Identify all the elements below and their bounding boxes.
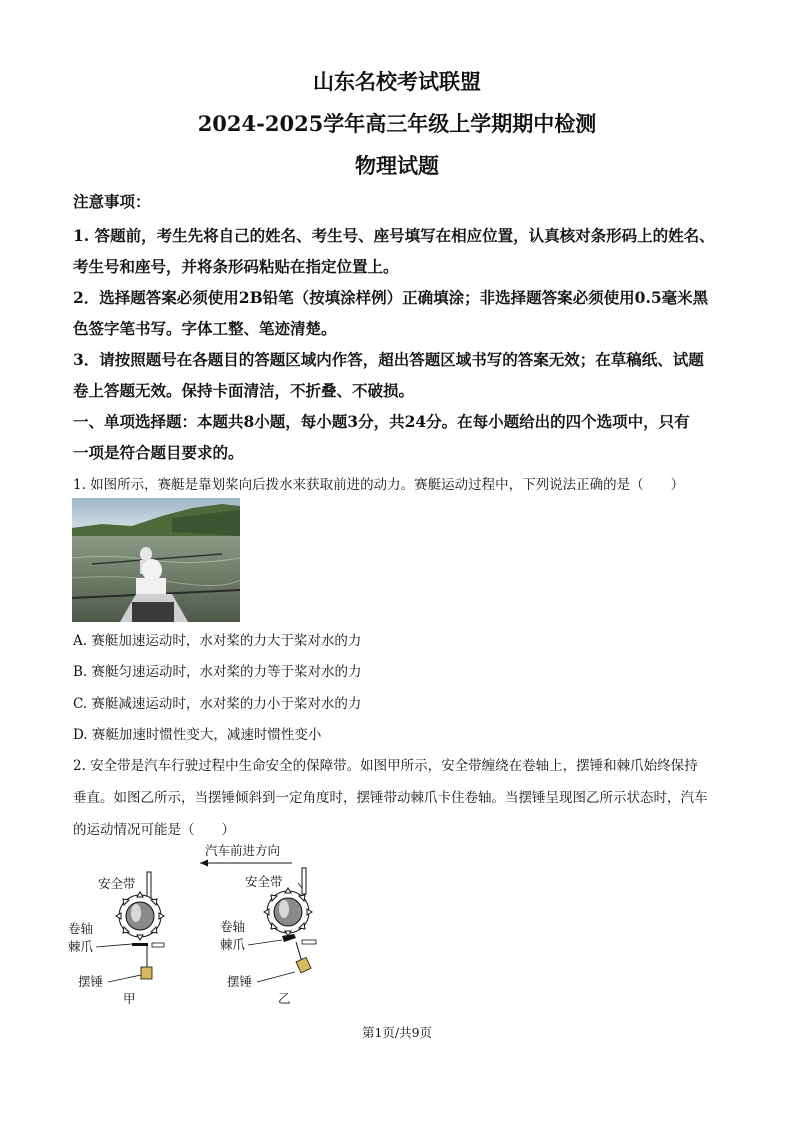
question-2-stem-line-1: 2. 安全带是汽车行驶过程中生命安全的保障带。如图甲所示，安全带缠绕在卷轴上，摆锤和棘爪始终保持	[73, 758, 698, 774]
figure-jia	[68, 872, 164, 1006]
question-1-option-d: D. 赛艇加速时惯性变大，减速时惯性变小	[73, 727, 322, 743]
exam-union-title: 山东名校考试联盟	[313, 69, 481, 94]
reel-label-yi: 卷轴	[220, 919, 246, 934]
notice-item-1-line-1: 1. 答题前，考生先将自己的姓名、考生号、座号填写在相应位置，认真核对条形码上的姓名、	[73, 226, 715, 245]
reel-label-jia: 卷轴	[68, 921, 94, 936]
question-1-option-b: B. 赛艇匀速运动时，水对桨的力等于桨对水的力	[73, 664, 362, 680]
caption-yi: 乙	[278, 991, 291, 1006]
direction-label: 汽车前进方向	[205, 843, 281, 858]
notice-item-3-line-1: 3．请按照题号在各题目的答题区域内作答，超出答题区域书写的答案无效；在草稿纸、试题	[73, 350, 704, 369]
figure-yi	[220, 868, 316, 1006]
seatbelt-figure	[60, 838, 360, 1010]
pawl-label-yi: 棘爪	[220, 937, 246, 952]
notice-item-3-line-2: 卷上答题无效。保持卡面清洁，不折叠、不破损。	[73, 381, 415, 400]
reel-gear-jia	[116, 892, 164, 940]
question-1-stem: 1. 如图所示，赛艇是靠划桨向后拨水来获取前进的动力。赛艇运动过程中，下列说法正确的是（ ）	[73, 477, 685, 493]
pawl-label-jia: 棘爪	[68, 939, 94, 954]
question-2-stem-line-3: 的运动情况可能是（ ）	[73, 822, 235, 838]
page-footer: 第1页/共9页	[361, 1025, 433, 1040]
caption-jia: 甲	[123, 991, 136, 1006]
question-1-option-a: A. 赛艇加速运动时，水对桨的力大于桨对水的力	[73, 633, 362, 649]
rowing-photo-image	[72, 498, 240, 622]
section-heading-line-2: 一项是符合题目要求的。	[73, 443, 244, 462]
reel-gear-yi	[264, 888, 312, 936]
belt-label-jia: 安全带	[98, 876, 136, 891]
notice-item-1-line-2: 考生号和座号，并将条形码粘贴在指定位置上。	[73, 257, 399, 276]
section-heading-line-1: 一、单项选择题：本题共8小题，每小题3分，共24分。在每小题给出的四个选项中，只有	[73, 412, 690, 431]
pendulum-jia	[141, 967, 152, 979]
pendulum-label-yi: 摆锤	[227, 974, 253, 989]
pawl-jia	[132, 943, 148, 946]
question-1-option-c: C. 赛艇减速运动时，水对桨的力小于桨对水的力	[73, 696, 362, 712]
pawl-yi	[282, 934, 296, 942]
rowing-photo	[72, 498, 240, 622]
subject-title: 物理试题	[355, 153, 439, 178]
notice-item-2-line-2: 色签字笔书写。字体工整、笔迹清楚。	[73, 319, 337, 338]
notice-heading: 注意事项：	[73, 192, 151, 211]
direction-arrowhead	[200, 860, 208, 867]
question-2-stem-line-2: 垂直。如图乙所示，当摆锤倾斜到一定角度时，摆锤带动棘爪卡住卷轴。当摆锤呈现图乙所示状态时，汽车	[73, 790, 708, 806]
exam-term-title: 2024-2025学年高三年级上学期期中检测	[197, 111, 597, 136]
notice-item-2-line-1: 2．选择题答案必须使用2B铅笔（按填涂样例）正确填涂；非选择题答案必须使用0.5毫米黑	[73, 288, 709, 307]
pendulum-yi	[296, 957, 311, 973]
belt-label-yi: 安全带	[245, 874, 283, 889]
pendulum-label-jia: 摆锤	[78, 974, 104, 989]
